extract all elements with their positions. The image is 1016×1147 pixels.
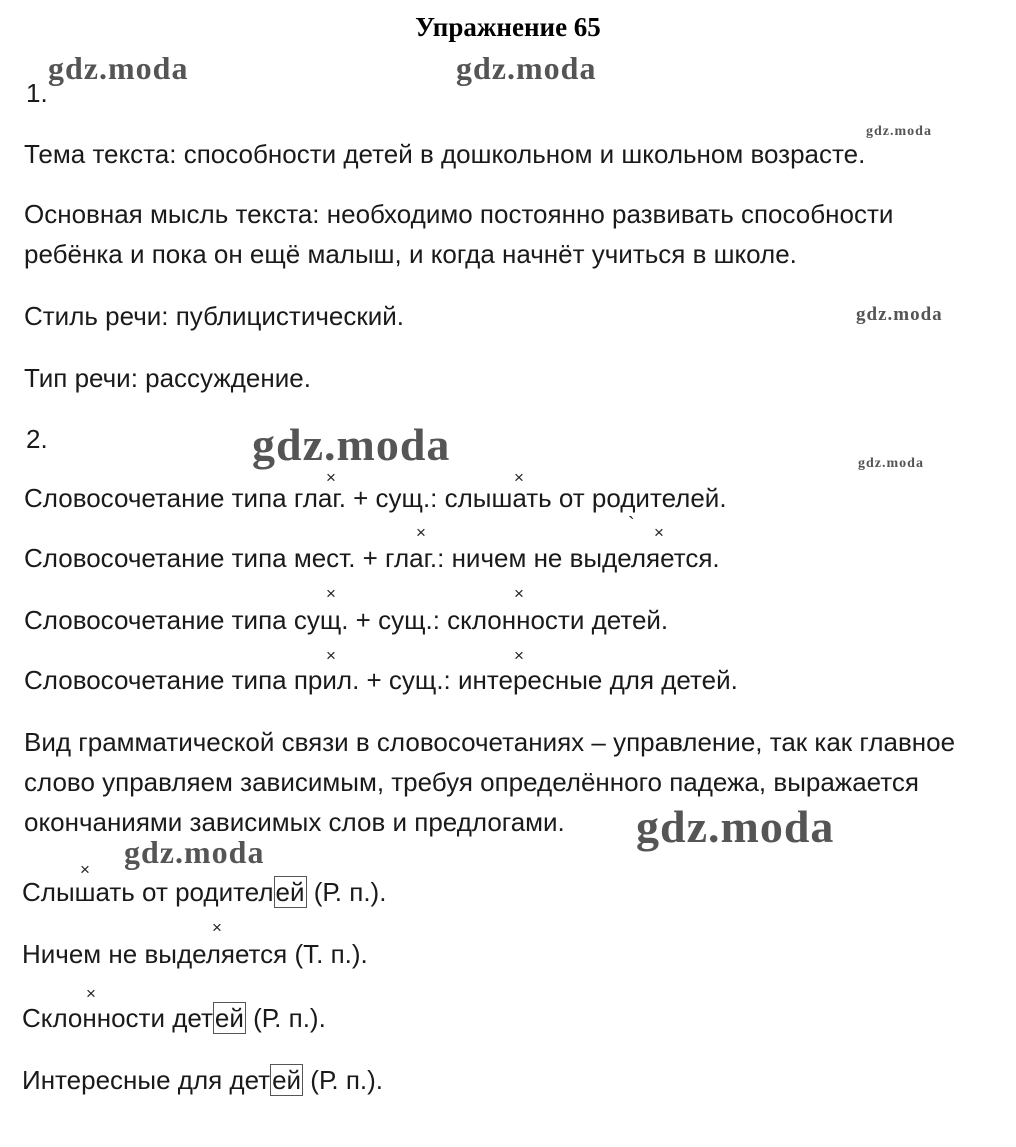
watermark: gdz.moda	[252, 419, 451, 470]
watermark: gdz.moda	[866, 124, 932, 139]
stress-mark: `	[628, 514, 635, 536]
phrase-item: Словосочетание типа глаг. + сущ.: слышать от родителей.	[24, 483, 727, 513]
analysis-case: (Р. п.).	[245, 1003, 326, 1033]
watermark: gdz.moda	[456, 50, 597, 86]
main-word-mark: ×	[654, 523, 664, 542]
ending-box: ей	[214, 1003, 244, 1033]
main-word-mark: ×	[326, 646, 336, 665]
section-number: 1.	[26, 78, 48, 108]
main-word-mark: ×	[86, 984, 96, 1003]
analysis-stem: Интересные для дет	[22, 1065, 271, 1095]
main-word-mark: ×	[326, 468, 336, 487]
analysis-row	[22, 998, 326, 1038]
explanation-text: Вид грамматической связи в словосочетаниях – управление, так как главное	[24, 727, 956, 757]
watermark: gdz.moda	[858, 456, 924, 471]
watermark: gdz.moda	[124, 834, 265, 870]
watermark: gdz.moda	[856, 304, 943, 325]
watermark: gdz.moda	[636, 801, 835, 852]
phrase-item: Словосочетание типа сущ. + сущ.: склонности детей.	[24, 605, 669, 635]
text-type: Тип речи: рассуждение.	[24, 363, 311, 393]
main-word-mark: ×	[514, 584, 524, 603]
analysis-case: (Р. п.).	[303, 1065, 384, 1095]
text-main-idea-cont: ребёнка и пока он ещё малыш, и когда начнёт учиться в школе.	[24, 239, 797, 269]
page-title: Упражнение 65	[415, 12, 601, 42]
analysis-row	[22, 934, 368, 974]
text-main-idea: Основная мысль текста: необходимо постоянно развивать способности	[24, 199, 894, 229]
text-theme: Тема текста: способности детей в дошкольном и школьном возрасте.	[24, 139, 866, 169]
watermark: gdz.moda	[48, 50, 189, 86]
explanation-text: окончаниями зависимых слов и предлогами.	[24, 807, 565, 837]
main-word-mark: ×	[212, 918, 222, 937]
main-word-mark: ×	[416, 523, 426, 542]
analysis-row	[22, 872, 386, 912]
text-style: Стиль речи: публицистический.	[24, 301, 405, 331]
explanation-text: слово управляем зависимым, требуя определённого падежа, выражается	[24, 767, 919, 797]
main-word-mark: ×	[326, 584, 336, 603]
analysis-stem: Слышать от родител	[22, 877, 274, 907]
phrase-item: Словосочетание типа мест. + глаг.: ничем не выделяется.	[24, 543, 720, 573]
ending-box: ей	[275, 877, 305, 907]
main-word-mark: ×	[514, 468, 524, 487]
phrase-item: Словосочетание типа прил. + сущ.: интересные для детей.	[24, 665, 738, 695]
analysis-stem: Склонности дет	[22, 1003, 213, 1033]
analysis-stem: Ничем не выделяется	[22, 939, 288, 969]
analysis-row	[22, 1060, 383, 1100]
main-word-mark: ×	[80, 860, 90, 879]
ending-box: ей	[272, 1065, 302, 1095]
main-word-mark: ×	[514, 646, 524, 665]
analysis-case: (Р. п.).	[306, 877, 387, 907]
analysis-case: (Т. п.).	[287, 939, 368, 969]
section-number: 2.	[26, 424, 48, 454]
